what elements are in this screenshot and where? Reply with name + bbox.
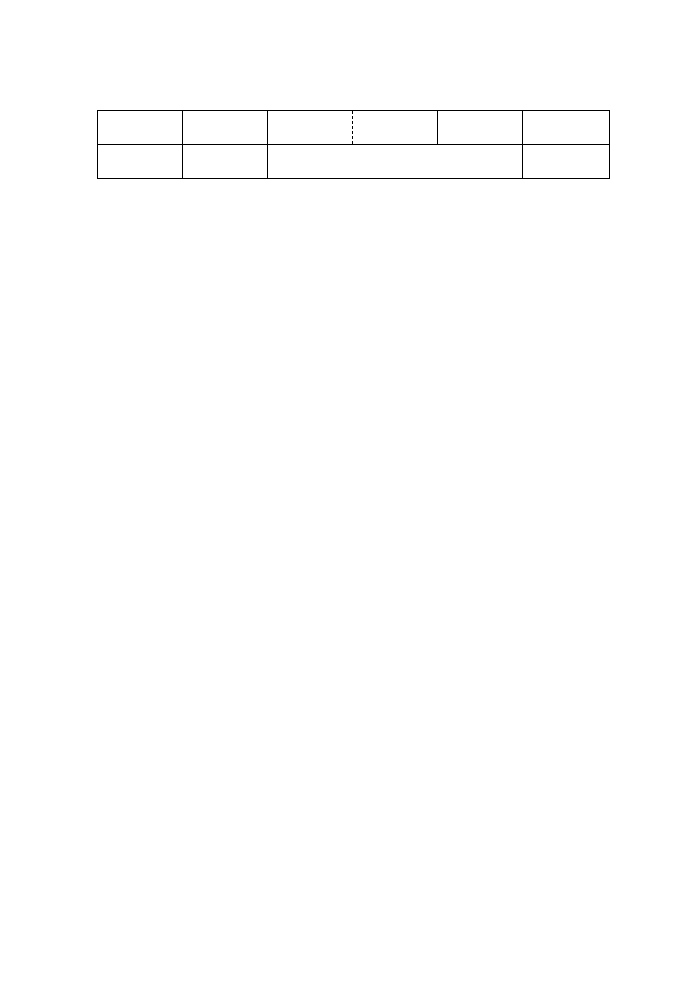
- table-header-top: [98, 111, 610, 145]
- header-aza: [268, 145, 523, 179]
- table-header-main: [98, 145, 610, 179]
- land-area-table: [97, 110, 610, 179]
